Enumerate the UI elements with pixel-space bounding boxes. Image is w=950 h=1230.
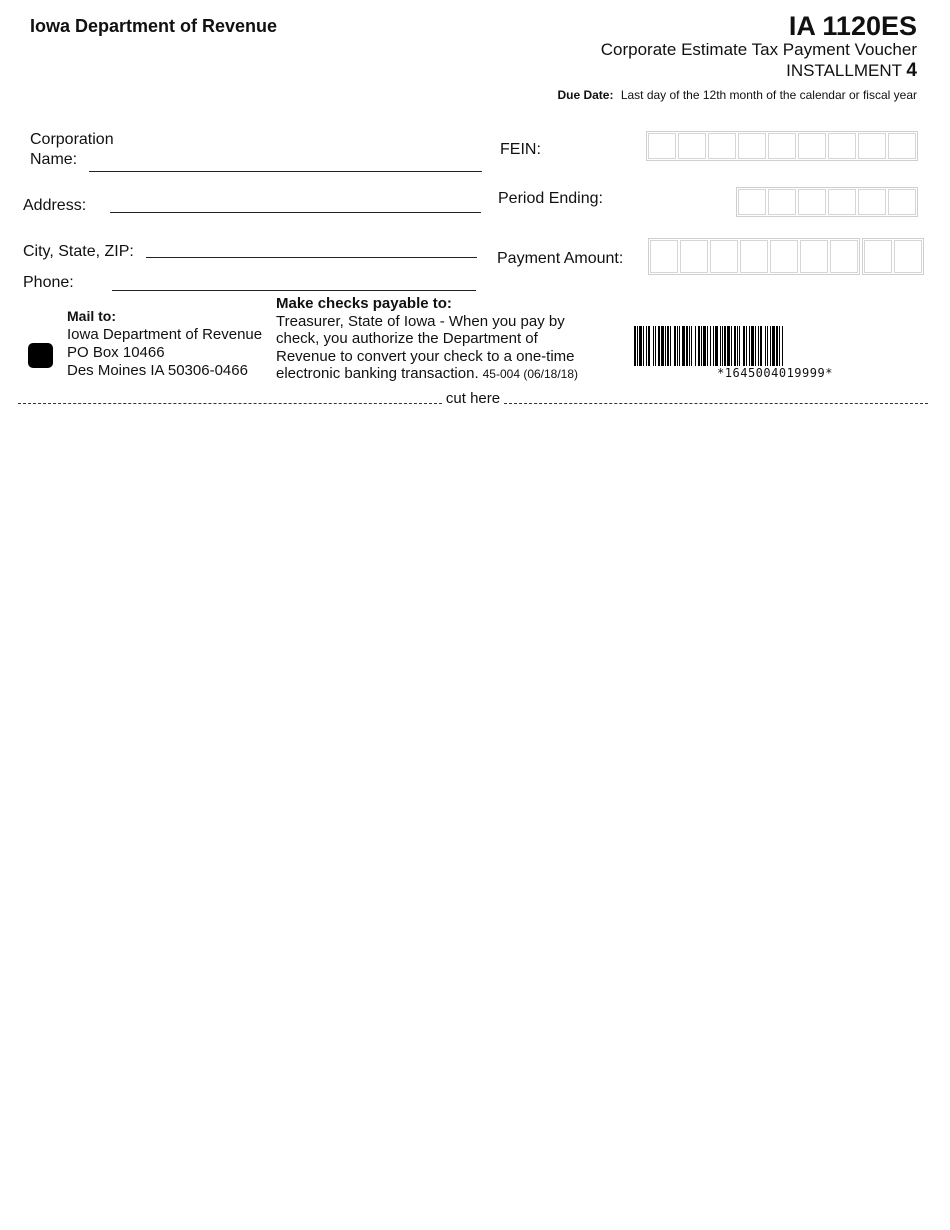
payment-cents-boxes[interactable] <box>862 238 924 275</box>
barcode-bar <box>653 326 654 366</box>
barcode-bar <box>639 326 642 366</box>
installment <box>786 60 917 82</box>
barcode-bar <box>758 326 759 366</box>
payable-label: Make checks payable to: <box>276 295 452 312</box>
fein-label: FEIN: <box>500 141 541 158</box>
payable-line-2: check, you authorize the Department of <box>276 330 538 347</box>
city-state-zip-field[interactable] <box>146 257 477 258</box>
form-title: Corporate Estimate Tax Payment Voucher <box>600 40 917 59</box>
period-digit-box[interactable] <box>798 189 826 215</box>
cut-dash-right <box>504 403 928 404</box>
fein-digit-box[interactable] <box>828 133 856 159</box>
barcode-bar <box>634 326 636 366</box>
fein-digit-box[interactable] <box>708 133 736 159</box>
city-state-zip-label: City, State, ZIP: <box>23 243 134 260</box>
barcode-bar <box>779 326 780 366</box>
mail-line-3: Des Moines IA 50306-0466 <box>67 362 248 379</box>
barcode-bar <box>751 326 754 366</box>
barcode-bar <box>674 326 676 366</box>
barcode-bar <box>643 326 644 366</box>
barcode-bar <box>720 326 721 366</box>
barcode-bar <box>749 326 750 366</box>
due-date <box>557 88 917 102</box>
barcode-bar <box>760 326 762 366</box>
barcode-bar <box>670 326 671 366</box>
barcode-bar <box>715 326 718 366</box>
barcode-bar <box>677 326 678 366</box>
period-digit-box[interactable] <box>858 189 886 215</box>
payment-digit-box[interactable] <box>740 240 768 273</box>
fein-digit-box[interactable] <box>858 133 886 159</box>
barcode-bar <box>743 326 745 366</box>
barcode <box>634 326 916 366</box>
form-id: IA 1120ES <box>788 11 917 41</box>
barcode-bar <box>698 326 700 366</box>
cut-line <box>18 390 928 407</box>
payment-digit-box[interactable] <box>830 240 858 273</box>
barcode-bar <box>682 326 685 366</box>
payment-cents-box[interactable] <box>864 240 892 273</box>
period-digit-box[interactable] <box>888 189 916 215</box>
barcode-text: *1645004019999* <box>717 366 833 380</box>
address-label: Address: <box>23 197 87 214</box>
corporation-label-2: Name: <box>30 151 78 168</box>
phone-field[interactable] <box>112 290 476 291</box>
payment-amount-label: Payment Amount: <box>497 250 624 267</box>
barcode-bar <box>739 326 740 366</box>
period-digit-box[interactable] <box>828 189 856 215</box>
barcode-bar <box>713 326 714 366</box>
barcode-bar <box>710 326 711 366</box>
payable-line-4 <box>276 365 578 382</box>
cut-dash-left <box>18 403 442 404</box>
barcode-bar <box>707 326 708 366</box>
installment-number: 4 <box>906 60 917 81</box>
barcode-bar <box>734 326 736 366</box>
barcode-bar <box>755 326 756 366</box>
phone-label: Phone: <box>23 274 74 291</box>
barcode-bar <box>767 326 768 366</box>
barcode-bar <box>772 326 775 366</box>
payable-line-4-text: electronic banking transaction. <box>276 365 479 382</box>
barcode-bar <box>727 326 730 366</box>
barcode-bar <box>737 326 738 366</box>
barcode-bar <box>655 326 656 366</box>
corporation-name-field[interactable] <box>89 171 482 172</box>
barcode-bar <box>701 326 702 366</box>
barcode-bar <box>686 326 688 366</box>
barcode-bar <box>661 326 664 366</box>
barcode-bar <box>724 326 726 366</box>
cut-label: cut here <box>445 390 501 407</box>
barcode-bar <box>667 326 669 366</box>
barcode-bar <box>658 326 660 366</box>
barcode-bar <box>648 326 650 366</box>
payable-line-1: Treasurer, State of Iowa - When you pay by <box>276 313 565 330</box>
agency-name: Iowa Department of Revenue <box>30 16 278 36</box>
due-date-text: Last day of the 12th month of the calendar or fiscal year <box>620 88 917 102</box>
mail-to-label: Mail to: <box>67 308 116 324</box>
fein-digit-box[interactable] <box>888 133 916 159</box>
fein-digit-box[interactable] <box>738 133 766 159</box>
payable-line-3: Revenue to convert your check to a one-time <box>276 348 575 365</box>
mail-line-2: PO Box 10466 <box>67 344 165 361</box>
period-digit-box[interactable] <box>738 189 766 215</box>
period-ending-label: Period Ending: <box>498 190 603 207</box>
payment-digit-box[interactable] <box>680 240 708 273</box>
installment-label: INSTALLMENT <box>786 61 902 80</box>
barcode-bar <box>665 326 666 366</box>
fein-digit-box[interactable] <box>798 133 826 159</box>
address-field[interactable] <box>110 212 481 213</box>
barcode-bar <box>679 326 680 366</box>
form-number: 45-004 (06/18/18) <box>482 367 579 381</box>
fein-boxes[interactable] <box>646 131 918 161</box>
barcode-bar <box>703 326 706 366</box>
fein-digit-box[interactable] <box>768 133 796 159</box>
period-ending-boxes[interactable] <box>736 187 918 217</box>
barcode-bar <box>746 326 747 366</box>
mail-line-1: Iowa Department of Revenue <box>67 326 263 343</box>
registration-mark <box>28 343 53 368</box>
fein-digit-box[interactable] <box>678 133 706 159</box>
barcode-bar <box>689 326 690 366</box>
barcode-bar <box>691 326 692 366</box>
fein-digit-box[interactable] <box>648 133 676 159</box>
barcode-bar <box>695 326 696 366</box>
barcode-bar <box>770 326 771 366</box>
payment-dollars-boxes[interactable] <box>648 238 860 275</box>
payment-digit-box[interactable] <box>710 240 738 273</box>
corporation-label-1: Corporation <box>30 131 114 148</box>
barcode-bar <box>782 326 783 366</box>
period-digit-box[interactable] <box>768 189 796 215</box>
barcode-bar <box>765 326 766 366</box>
payment-digit-box[interactable] <box>800 240 828 273</box>
barcode-bar <box>776 326 778 366</box>
payment-digit-box[interactable] <box>770 240 798 273</box>
barcode-bar <box>722 326 723 366</box>
payment-cents-box[interactable] <box>894 240 922 273</box>
payment-digit-box[interactable] <box>650 240 678 273</box>
barcode-bar <box>731 326 732 366</box>
barcode-bar <box>646 326 647 366</box>
due-date-label: Due Date: <box>557 88 614 102</box>
barcode-bar <box>637 326 638 366</box>
